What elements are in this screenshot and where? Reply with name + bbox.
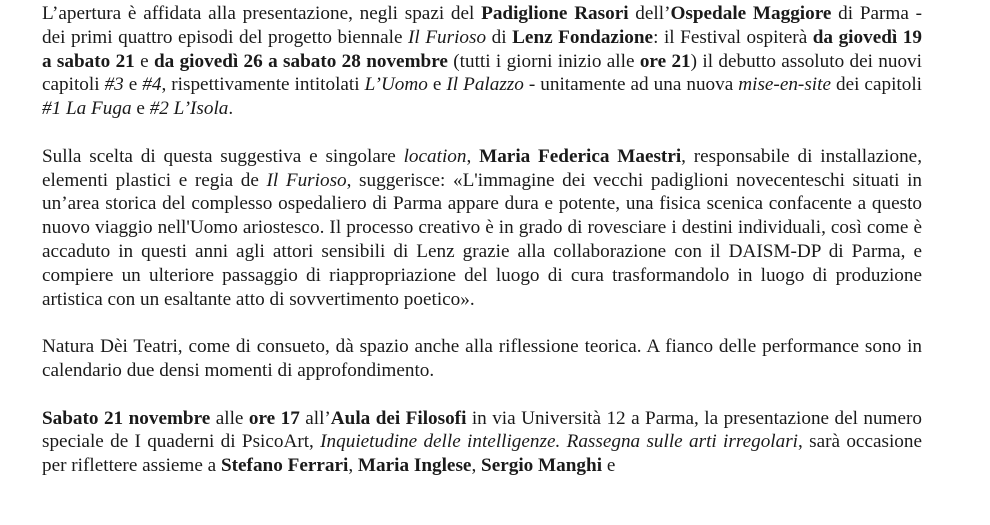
text-run: , suggerisce: «L'immagine dei vecchi padiglioni novecenteschi situati in un’area storica del complesso ospedaliero di Parma appare dura e potente, una fisica scenica confacente a questo nuovo viaggio nell'Uomo ariostesco. Il processo creativo è in grado di rovesciare i destini individuali, così come è accaduto in questi anni agli attori sensibili di Lenz grazie alla collaborazione con il DAISM-DP di Parma, e compiere un ulteriore passaggio di riappropriazione del luogo di cura trasformandolo in luogo di produzione artistica con un esaltante atto di sovvertimento poetico». <box>42 169 922 310</box>
bold-text: ore 17 <box>248 407 300 429</box>
text-run: , rispettivamente intitolati <box>161 74 365 96</box>
paragraph-location <box>42 145 922 312</box>
text-run: , sarà occasione per riflettere assieme a <box>42 431 922 477</box>
paragraph-sabato <box>42 407 922 478</box>
text-run: in via Università 12 a Parma, la presentazione del numero speciale de I quaderni di PsicoArt, <box>42 407 922 453</box>
text-run: , <box>471 455 482 477</box>
text-run: ) il debutto assoluto dei nuovi capitoli <box>42 50 922 96</box>
text-run: , responsabile di installazione, elementi plastici e regia de <box>42 145 922 191</box>
italic-text: Il Furioso <box>408 26 487 48</box>
italic-text: Il Palazzo <box>446 74 524 96</box>
paragraph-riflessione <box>42 335 922 383</box>
document-page <box>42 2 922 502</box>
italic-text: #2 L’Isola <box>149 98 229 120</box>
text-run: dei capitoli <box>830 74 922 96</box>
bold-text: Sergio Manghi <box>481 455 603 477</box>
text-run: e <box>134 50 154 72</box>
bold-text: Lenz Fondazione <box>512 26 654 48</box>
bold-text: Stefano Ferrari <box>220 455 349 477</box>
text-run: alle <box>210 407 249 429</box>
text-run: e <box>602 455 616 477</box>
bold-text: da giovedì 19 a sabato 21 <box>42 26 922 72</box>
text-run: (tutti i giorni inizio alle <box>447 50 640 72</box>
text-run: di Parma - dei primi quattro episodi del progetto biennale <box>42 3 922 48</box>
text-run: e <box>123 74 143 96</box>
text-run: L’apertura è affidata alla presentazione, negli spazi del <box>42 3 482 24</box>
text-run: , <box>348 455 358 477</box>
italic-text: location <box>403 145 467 167</box>
bold-text: Padiglione Rasori <box>481 3 629 24</box>
text-run: . <box>228 98 234 120</box>
bold-text: Maria Federica Maestri <box>479 145 682 167</box>
bold-text: ore 21 <box>639 50 691 72</box>
paragraph-apertura <box>42 2 922 121</box>
text-run: all’ <box>299 407 331 429</box>
italic-text: #4 <box>142 74 162 96</box>
italic-text: Inquietudine delle intelligenze. Rassegna sulle arti irregolari <box>320 431 799 453</box>
text-run: di <box>486 26 513 48</box>
text-run: : il Festival ospiterà <box>653 26 813 48</box>
italic-text: mise-en-site <box>738 74 831 96</box>
text-run: , <box>466 145 480 167</box>
italic-text: Il Furioso <box>266 169 347 191</box>
text-run: e <box>427 74 447 96</box>
text-run: - unitamente ad una nuova <box>523 74 739 96</box>
text-run: Sulla scelta di questa suggestiva e singolare <box>42 145 404 167</box>
italic-text: #3 <box>104 74 124 96</box>
text-run: e <box>131 98 150 120</box>
italic-text: #1 La Fuga <box>42 98 132 120</box>
bold-text: Maria Inglese <box>357 455 472 477</box>
text-run: Natura Dèi Teatri, come di consueto, dà spazio anche alla riflessione teorica. A fianco delle performance sono in calendario due densi momenti di approfondimento. <box>42 336 922 381</box>
text-run: dell’ <box>628 3 671 24</box>
bold-text: Sabato 21 novembre <box>42 407 211 429</box>
bold-text: Ospedale Maggiore <box>670 3 832 24</box>
italic-text: L’Uomo <box>364 74 428 96</box>
bold-text: da giovedì 26 a sabato 28 novembre <box>153 50 448 72</box>
bold-text: Aula dei Filosofi <box>330 407 467 429</box>
